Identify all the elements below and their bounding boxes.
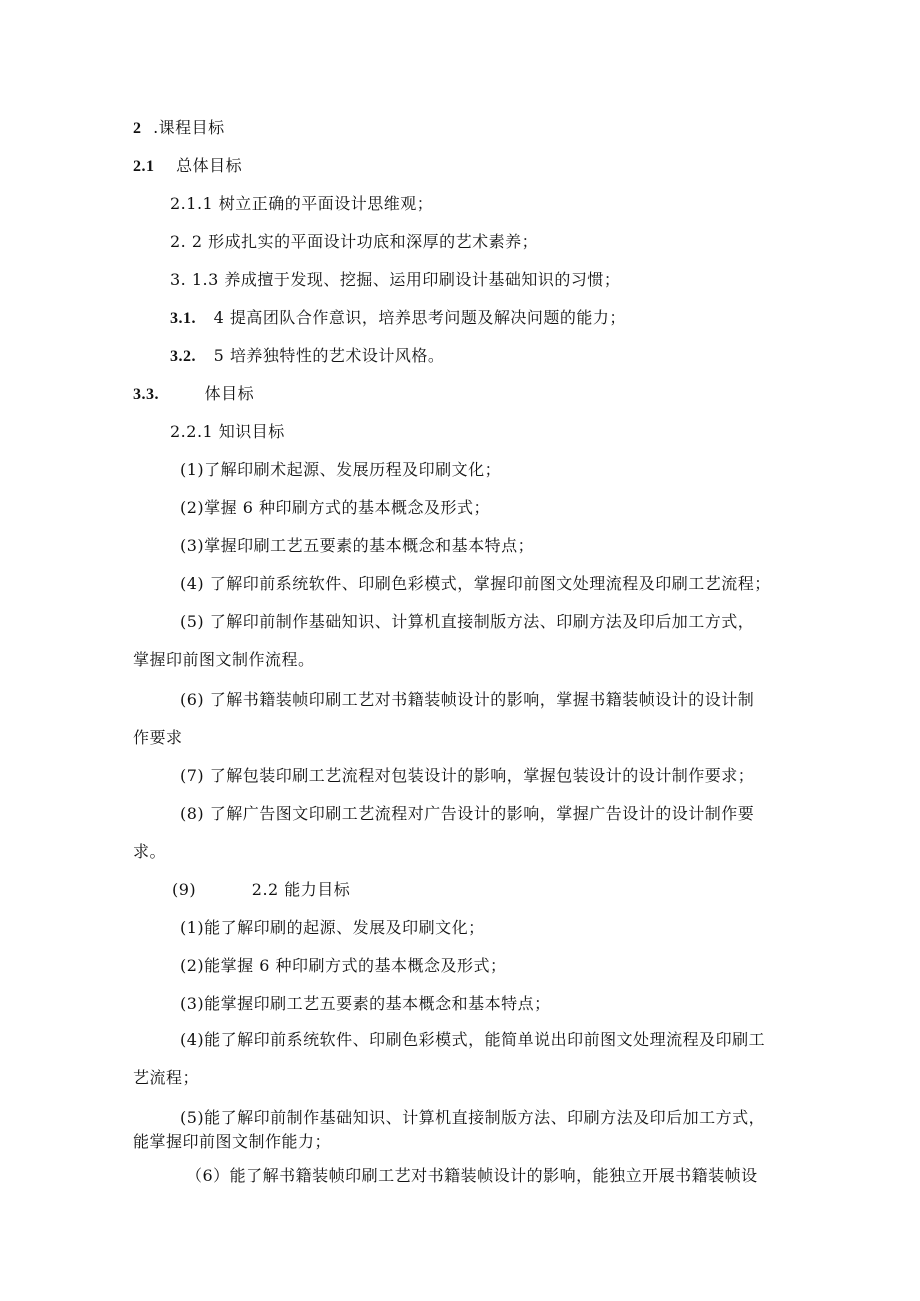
ability-item-continued: 能掌握印前图文制作能力； <box>133 1132 332 1151</box>
ability-title: 2.2 能力目标 <box>251 880 351 899</box>
goal-item: 2. 2 形成扎实的平面设计功底和深厚的艺术素养； <box>170 232 539 251</box>
ability-item: (5)能了解印前制作基础知识、计算机直接制版方法、印刷方法及印后加工方式， <box>180 1108 766 1127</box>
knowledge-item-continued: 求。 <box>133 842 167 861</box>
knowledge-item: (6) 了解书籍装帧印刷工艺对书籍装帧设计的影响，掌握书籍装帧设计的设计制 <box>180 690 755 709</box>
ability-item: （6）能了解书籍装帧印刷工艺对书籍装帧设计的影响，能独立开展书籍装帧设 <box>186 1166 758 1185</box>
goal-item <box>170 308 626 329</box>
heading-number: 3.3. <box>133 386 159 403</box>
goal-item <box>170 346 444 367</box>
goal-item: 2.1.1 树立正确的平面设计思维观； <box>170 194 434 213</box>
knowledge-item-continued: 掌握印前图文制作流程。 <box>133 650 315 669</box>
subheading-knowledge-goals: 2.2.1 知识目标 <box>170 422 285 441</box>
ability-item: (4)能了解印前系统软件、印刷色彩模式，能简单说出印前图文处理流程及印刷工 <box>180 1030 766 1049</box>
heading-text: 总体目标 <box>176 156 243 175</box>
heading-text: .课程目标 <box>153 118 225 137</box>
heading-course-goals <box>133 118 225 139</box>
knowledge-item: (7) 了解包装印刷工艺流程对包装设计的影响，掌握包装设计的设计制作要求； <box>180 766 755 785</box>
ability-number: (9) <box>172 880 197 899</box>
subheading-ability-goals <box>172 880 350 900</box>
ability-item: (2)能掌握 6 种印刷方式的基本概念及形式； <box>180 956 507 975</box>
ability-item: (3)能掌握印刷工艺五要素的基本概念和基本特点； <box>180 994 551 1013</box>
goal-number: 3.2. <box>170 348 196 365</box>
heading-overall-goals <box>133 156 242 177</box>
heading-text: 体目标 <box>204 384 255 403</box>
goal-text: 4 提高团队合作意识，培养思考问题及解决问题的能力； <box>213 308 626 327</box>
heading-number: 2 <box>133 120 142 137</box>
knowledge-item: (3)掌握印刷工艺五要素的基本概念和基本特点； <box>180 536 535 555</box>
knowledge-item: (8) 了解广告图文印刷工艺流程对广告设计的影响，掌握广告设计的设计制作要 <box>180 804 755 823</box>
ability-item-continued: 艺流程； <box>133 1068 200 1087</box>
knowledge-item: (2)掌握 6 种印刷方式的基本概念及形式； <box>180 498 491 517</box>
knowledge-item: (1)了解印刷术起源、发展历程及印刷文化； <box>180 460 502 479</box>
goal-item: 3. 1.3 养成擅于发现、挖掘、运用印刷设计基础知识的习惯； <box>170 270 621 289</box>
goal-text: 5 培养独特性的艺术设计风格。 <box>213 346 445 365</box>
heading-number: 2.1 <box>133 158 155 175</box>
goal-number: 3.1. <box>170 310 196 327</box>
knowledge-item: (4) 了解印前系统软件、印刷色彩模式，掌握印前图文处理流程及印刷工艺流程； <box>180 574 771 593</box>
knowledge-item-continued: 作要求 <box>133 728 183 747</box>
heading-specific-goals <box>133 384 254 405</box>
ability-item: (1)能了解印刷的起源、发展及印刷文化； <box>180 918 485 937</box>
knowledge-item: (5) 了解印前制作基础知识、计算机直接制版方法、印刷方法及印后加工方式， <box>180 612 755 631</box>
